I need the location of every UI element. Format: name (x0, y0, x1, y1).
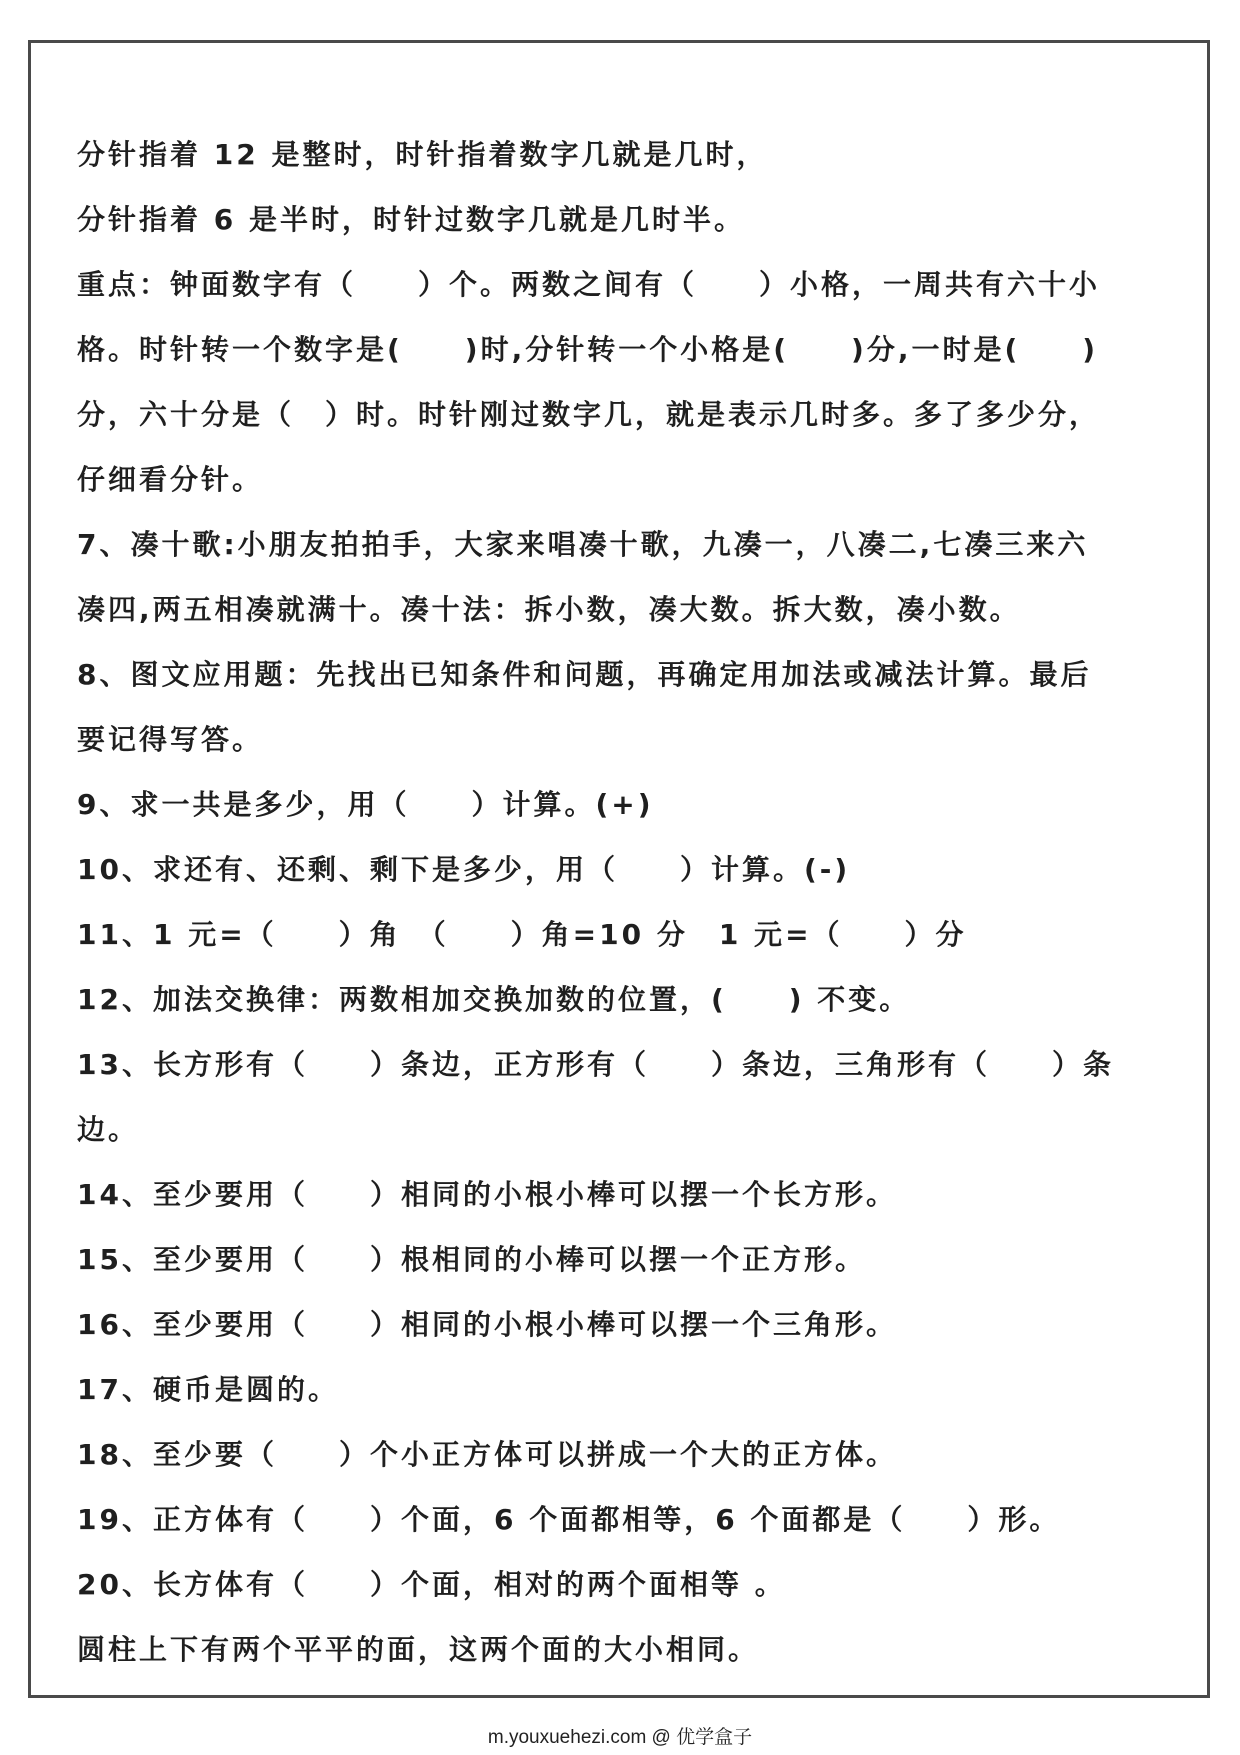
text-line: 17、硬币是圆的。 (77, 1373, 339, 1406)
text-line: 10、求还有、还剩、剩下是多少，用（ ）计算。(-) (77, 853, 851, 886)
footer-watermark: m.youxuehezi.com @ 优学盒子 (487, 1727, 753, 1748)
text-line: 凑四,两五相凑就满十。凑十法：拆小数，凑大数。拆大数，凑小数。 (77, 593, 1021, 626)
text-line: 8、图文应用题：先找出已知条件和问题，再确定用加法或减法计算。最后 (77, 658, 1092, 691)
text-line: 要记得写答。 (77, 723, 264, 756)
text-line: 9、求一共是多少，用（ ）计算。(+) (77, 788, 654, 821)
text-line: 格。时针转一个数字是( )时,分针转一个小格是( )分,一时是( ) (77, 333, 1099, 366)
text-line: 11、1 元=（ ）角 （ ）角=10 分 1 元=（ ）分 (77, 918, 967, 951)
text-line: 16、至少要用（ ）相同的小根小棒可以摆一个三角形。 (77, 1308, 897, 1341)
text-line: 重点：钟面数字有（ ）个。两数之间有（ ）小格，一周共有六十小 (77, 268, 1101, 301)
text-line: 仔细看分针。 (77, 463, 264, 496)
text-line: 7、凑十歌:小朋友拍拍手，大家来唱凑十歌，九凑一，八凑二,七凑三来六 (77, 528, 1089, 561)
text-line: 12、加法交换律：两数相加交换加数的位置，( ) 不变。 (77, 983, 911, 1016)
text-line: 分针指着 12 是整时，时针指着数字几就是几时， (77, 138, 768, 171)
text-line: 18、至少要（ ）个小正方体可以拼成一个大的正方体。 (77, 1438, 897, 1471)
text-line: 分针指着 6 是半时，时针过数字几就是几时半。 (77, 203, 745, 236)
text-line: 20、长方体有（ ）个面，相对的两个面相等 。 (77, 1568, 786, 1601)
text-line: 13、长方形有（ ）条边，正方形有（ ）条边，三角形有（ ）条 (77, 1048, 1114, 1081)
document-body (77, 122, 1177, 1682)
text-line: 圆柱上下有两个平平的面，这两个面的大小相同。 (77, 1633, 760, 1666)
text-line: 15、至少要用（ ）根相同的小棒可以摆一个正方形。 (77, 1243, 866, 1276)
text-line: 14、至少要用（ ）相同的小根小棒可以摆一个长方形。 (77, 1178, 897, 1211)
text-line: 分，六十分是（ ）时。时针刚过数字几，就是表示几时多。多了多少分， (77, 398, 1101, 431)
text-line: 边。 (77, 1113, 140, 1146)
text-line: 19、正方体有（ ）个面，6 个面都相等，6 个面都是（ ）形。 (77, 1503, 1061, 1536)
